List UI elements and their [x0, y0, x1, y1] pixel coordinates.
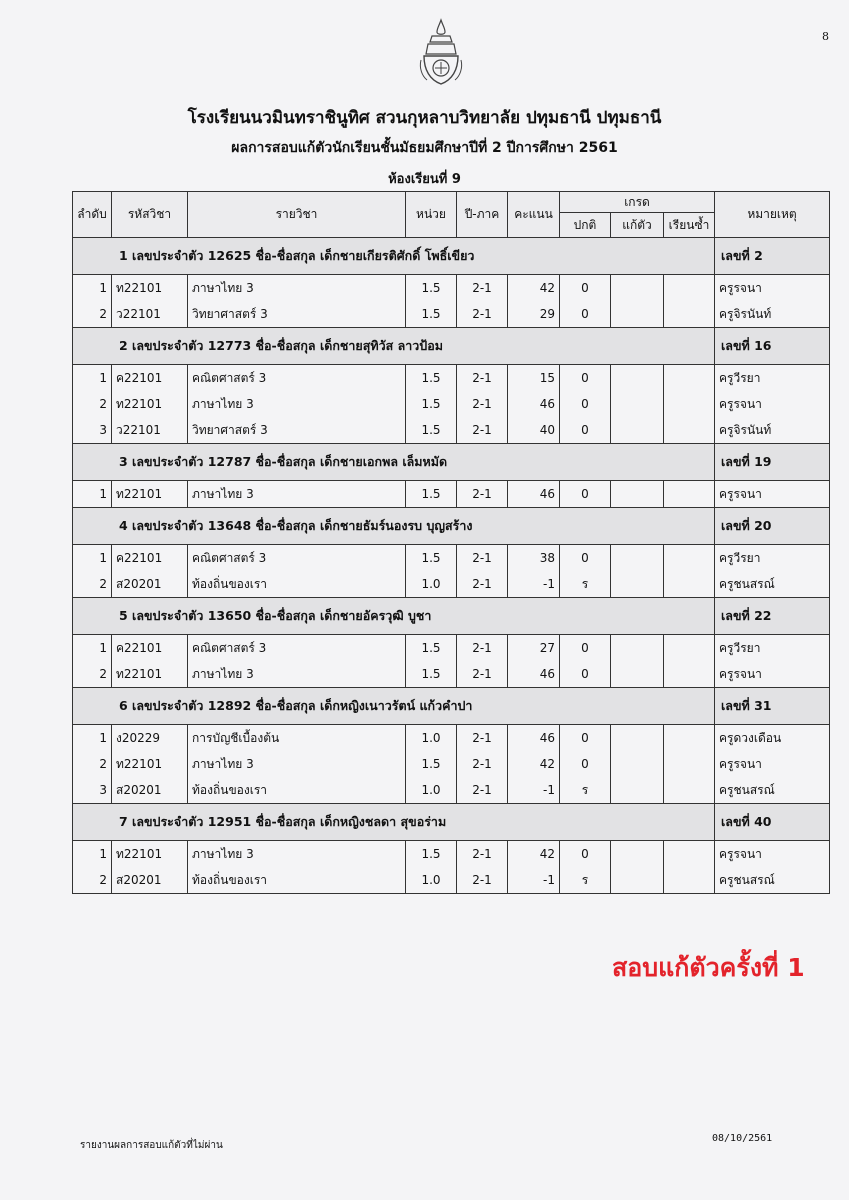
score-value: 46	[508, 481, 560, 508]
col-no-header: ลำดับ	[73, 192, 112, 238]
score-value: 15	[508, 365, 560, 392]
credit-value: 1.5	[406, 841, 457, 868]
student-info: 7 เลขประจำตัว 12951 ชื่อ-ชื่อสกุล เด็กหญิงชลดา สุขอร่าม	[73, 804, 715, 841]
grade-repeat	[664, 275, 715, 302]
credit-value: 1.0	[406, 725, 457, 752]
credit-value: 1.5	[406, 545, 457, 572]
term-value: 2-1	[457, 635, 508, 662]
term-value: 2-1	[457, 275, 508, 302]
grade-repeat	[664, 365, 715, 392]
subject-code: ค22101	[112, 545, 188, 572]
col-normal-header: ปกติ	[560, 213, 611, 238]
student-header-row	[73, 598, 830, 635]
score-value: 40	[508, 417, 560, 444]
score-value: 38	[508, 545, 560, 572]
table-row	[73, 725, 830, 752]
subject-code: ง20229	[112, 725, 188, 752]
grade-retest	[611, 661, 664, 688]
student-header-row	[73, 238, 830, 275]
credit-value: 1.5	[406, 481, 457, 508]
grade-repeat	[664, 725, 715, 752]
row-no: 1	[73, 635, 112, 662]
score-value: 27	[508, 635, 560, 662]
col-retest-header: แก้ตัว	[611, 213, 664, 238]
teacher-note: ครูวีรยา	[715, 365, 830, 392]
term-value: 2-1	[457, 301, 508, 328]
table-row	[73, 275, 830, 302]
credit-value: 1.0	[406, 867, 457, 894]
credit-value: 1.5	[406, 301, 457, 328]
grade-repeat	[664, 391, 715, 417]
grade-repeat	[664, 777, 715, 804]
subject-name: ภาษาไทย 3	[188, 391, 406, 417]
grade-retest	[611, 365, 664, 392]
grade-repeat	[664, 417, 715, 444]
score-value: 42	[508, 275, 560, 302]
subject-name: ภาษาไทย 3	[188, 751, 406, 777]
subject-name: ภาษาไทย 3	[188, 661, 406, 688]
grade-normal: 0	[560, 301, 611, 328]
student-number: เลขที่ 20	[715, 508, 830, 545]
term-value: 2-1	[457, 545, 508, 572]
credit-value: 1.5	[406, 635, 457, 662]
student-header-row	[73, 444, 830, 481]
table-row	[73, 751, 830, 777]
score-value: 29	[508, 301, 560, 328]
term-value: 2-1	[457, 777, 508, 804]
grade-repeat	[664, 867, 715, 894]
teacher-note: ครูรจนา	[715, 661, 830, 688]
subject-code: ว22101	[112, 417, 188, 444]
grade-normal: 0	[560, 545, 611, 572]
grade-repeat	[664, 301, 715, 328]
student-number: เลขที่ 31	[715, 688, 830, 725]
grade-normal: ร	[560, 867, 611, 894]
subject-code: ส20201	[112, 867, 188, 894]
col-grade-header: เกรด	[560, 192, 715, 213]
subject-code: ท22101	[112, 661, 188, 688]
row-no: 2	[73, 751, 112, 777]
grade-repeat	[664, 481, 715, 508]
grade-retest	[611, 301, 664, 328]
score-value: 42	[508, 751, 560, 777]
grade-normal: 0	[560, 635, 611, 662]
grade-normal: 0	[560, 365, 611, 392]
score-value: -1	[508, 867, 560, 894]
subject-name: ท้องถิ่นของเรา	[188, 571, 406, 598]
col-score-header: คะแนน	[508, 192, 560, 238]
row-no: 2	[73, 661, 112, 688]
row-no: 1	[73, 275, 112, 302]
teacher-note: ครูวีรยา	[715, 635, 830, 662]
student-info: 2 เลขประจำตัว 12773 ชื่อ-ชื่อสกุล เด็กชายสุทิวัส ลาวป้อม	[73, 328, 715, 365]
credit-value: 1.5	[406, 391, 457, 417]
teacher-note: ครูวีรยา	[715, 545, 830, 572]
col-subject-header: รายวิชา	[188, 192, 406, 238]
grade-retest	[611, 275, 664, 302]
row-no: 3	[73, 417, 112, 444]
row-no: 1	[73, 481, 112, 508]
student-number: เลขที่ 2	[715, 238, 830, 275]
row-no: 2	[73, 301, 112, 328]
col-credit-header: หน่วย	[406, 192, 457, 238]
table-row	[73, 867, 830, 894]
grade-retest	[611, 417, 664, 444]
teacher-note: ครูจิรนันท์	[715, 417, 830, 444]
teacher-note: ครูรจนา	[715, 841, 830, 868]
credit-value: 1.5	[406, 661, 457, 688]
student-info: 4 เลขประจำตัว 13648 ชื่อ-ชื่อสกุล เด็กชายธัมร์นองรบ บุญสร้าง	[73, 508, 715, 545]
footer-date: 08/10/2561	[712, 1133, 773, 1144]
room-label: ห้องเรียนที่ 9	[388, 172, 461, 187]
term-value: 2-1	[457, 417, 508, 444]
student-info: 1 เลขประจำตัว 12625 ชื่อ-ชื่อสกุล เด็กชายเกียรติศักดิ์ โพธิ์เขียว	[73, 238, 715, 275]
subject-code: ค22101	[112, 635, 188, 662]
retest-stamp: สอบแก้ตัวครั้งที่ 1	[612, 953, 805, 982]
score-value: 46	[508, 661, 560, 688]
subject-code: ว22101	[112, 301, 188, 328]
col-code-header: รหัสวิชา	[112, 192, 188, 238]
grade-retest	[611, 545, 664, 572]
grade-retest	[611, 777, 664, 804]
grade-repeat	[664, 545, 715, 572]
teacher-note: ครูชนสรณ์	[715, 777, 830, 804]
subject-code: ท22101	[112, 751, 188, 777]
subject-name: การบัญชีเบื้องต้น	[188, 725, 406, 752]
term-value: 2-1	[457, 481, 508, 508]
teacher-note: ครูรจนา	[715, 275, 830, 302]
table-row	[73, 777, 830, 804]
student-header-row	[73, 508, 830, 545]
col-term-header: ปี-ภาค	[457, 192, 508, 238]
grade-retest	[611, 867, 664, 894]
grade-retest	[611, 571, 664, 598]
score-value: 46	[508, 725, 560, 752]
credit-value: 1.5	[406, 751, 457, 777]
teacher-note: ครูรจนา	[715, 751, 830, 777]
table-row	[73, 417, 830, 444]
subject-name: คณิตศาสตร์ 3	[188, 365, 406, 392]
grade-retest	[611, 391, 664, 417]
grade-normal: ร	[560, 571, 611, 598]
term-value: 2-1	[457, 391, 508, 417]
table-row	[73, 545, 830, 572]
teacher-note: ครูชนสรณ์	[715, 867, 830, 894]
page-number: 8	[822, 30, 829, 43]
subject-code: ส20201	[112, 571, 188, 598]
report-title: ผลการสอบแก้ตัวนักเรียนชั้นมัธยมศึกษาปีที่ 2 ปีการศึกษา 2561	[231, 140, 618, 156]
col-repeat-header: เรียนซ้ำ	[664, 213, 715, 238]
grade-normal: 0	[560, 417, 611, 444]
grade-normal: 0	[560, 725, 611, 752]
teacher-note: ครูดวงเดือน	[715, 725, 830, 752]
grade-retest	[611, 751, 664, 777]
term-value: 2-1	[457, 841, 508, 868]
grade-normal: 0	[560, 481, 611, 508]
grade-normal: 0	[560, 661, 611, 688]
row-no: 1	[73, 841, 112, 868]
grade-repeat	[664, 661, 715, 688]
subject-name: ท้องถิ่นของเรา	[188, 867, 406, 894]
grade-normal: ร	[560, 777, 611, 804]
table-row	[73, 635, 830, 662]
teacher-note: ครูชนสรณ์	[715, 571, 830, 598]
student-info: 6 เลขประจำตัว 12892 ชื่อ-ชื่อสกุล เด็กหญิงเนาวรัตน์ แก้วคำปา	[73, 688, 715, 725]
school-crest-icon	[418, 18, 464, 88]
score-value: 46	[508, 391, 560, 417]
grades-table	[72, 191, 830, 894]
row-no: 1	[73, 545, 112, 572]
table-row	[73, 841, 830, 868]
student-header-row	[73, 328, 830, 365]
grade-repeat	[664, 571, 715, 598]
subject-name: คณิตศาสตร์ 3	[188, 545, 406, 572]
term-value: 2-1	[457, 571, 508, 598]
grade-retest	[611, 841, 664, 868]
score-value: 42	[508, 841, 560, 868]
score-value: -1	[508, 777, 560, 804]
school-name: โรงเรียนนวมินทราชินูทิศ สวนกุหลาบวิทยาลัย ปทุมธานี ปทุมธานี	[187, 108, 662, 128]
term-value: 2-1	[457, 365, 508, 392]
student-number: เลขที่ 16	[715, 328, 830, 365]
row-no: 3	[73, 777, 112, 804]
subject-code: ค22101	[112, 365, 188, 392]
row-no: 2	[73, 867, 112, 894]
teacher-note: ครูรจนา	[715, 391, 830, 417]
subject-name: ภาษาไทย 3	[188, 841, 406, 868]
credit-value: 1.5	[406, 275, 457, 302]
teacher-note: ครูจิรนันท์	[715, 301, 830, 328]
subject-code: ท22101	[112, 841, 188, 868]
teacher-note: ครูรจนา	[715, 481, 830, 508]
credit-value: 1.0	[406, 777, 457, 804]
subject-name: วิทยาศาสตร์ 3	[188, 417, 406, 444]
subject-name: คณิตศาสตร์ 3	[188, 635, 406, 662]
subject-code: ท22101	[112, 275, 188, 302]
row-no: 2	[73, 571, 112, 598]
credit-value: 1.5	[406, 365, 457, 392]
student-number: เลขที่ 40	[715, 804, 830, 841]
grade-normal: 0	[560, 841, 611, 868]
subject-name: ภาษาไทย 3	[188, 481, 406, 508]
term-value: 2-1	[457, 751, 508, 777]
table-row	[73, 661, 830, 688]
row-no: 1	[73, 725, 112, 752]
student-number: เลขที่ 19	[715, 444, 830, 481]
grade-retest	[611, 635, 664, 662]
table-row	[73, 365, 830, 392]
student-header-row	[73, 804, 830, 841]
table-row	[73, 391, 830, 417]
grade-retest	[611, 481, 664, 508]
subject-name: วิทยาศาสตร์ 3	[188, 301, 406, 328]
term-value: 2-1	[457, 725, 508, 752]
table-row	[73, 571, 830, 598]
grade-retest	[611, 725, 664, 752]
table-row	[73, 481, 830, 508]
subject-name: ภาษาไทย 3	[188, 275, 406, 302]
subject-name: ท้องถิ่นของเรา	[188, 777, 406, 804]
student-info: 3 เลขประจำตัว 12787 ชื่อ-ชื่อสกุล เด็กชายเอกพล เล็มหมัด	[73, 444, 715, 481]
footer-report-name: รายงานผลการสอบแก้ตัวที่ไม่ผ่าน	[80, 1140, 223, 1151]
subject-code: ท22101	[112, 391, 188, 417]
table-row	[73, 301, 830, 328]
credit-value: 1.0	[406, 571, 457, 598]
student-number: เลขที่ 22	[715, 598, 830, 635]
col-note-header: หมายเหตุ	[715, 192, 830, 238]
grade-repeat	[664, 841, 715, 868]
subject-code: ท22101	[112, 481, 188, 508]
row-no: 1	[73, 365, 112, 392]
subject-code: ส20201	[112, 777, 188, 804]
grade-repeat	[664, 635, 715, 662]
grade-normal: 0	[560, 751, 611, 777]
term-value: 2-1	[457, 661, 508, 688]
row-no: 2	[73, 391, 112, 417]
term-value: 2-1	[457, 867, 508, 894]
credit-value: 1.5	[406, 417, 457, 444]
grade-normal: 0	[560, 275, 611, 302]
score-value: -1	[508, 571, 560, 598]
grade-repeat	[664, 751, 715, 777]
student-info: 5 เลขประจำตัว 13650 ชื่อ-ชื่อสกุล เด็กชายอัครวุฒิ บูชา	[73, 598, 715, 635]
grade-normal: 0	[560, 391, 611, 417]
student-header-row	[73, 688, 830, 725]
